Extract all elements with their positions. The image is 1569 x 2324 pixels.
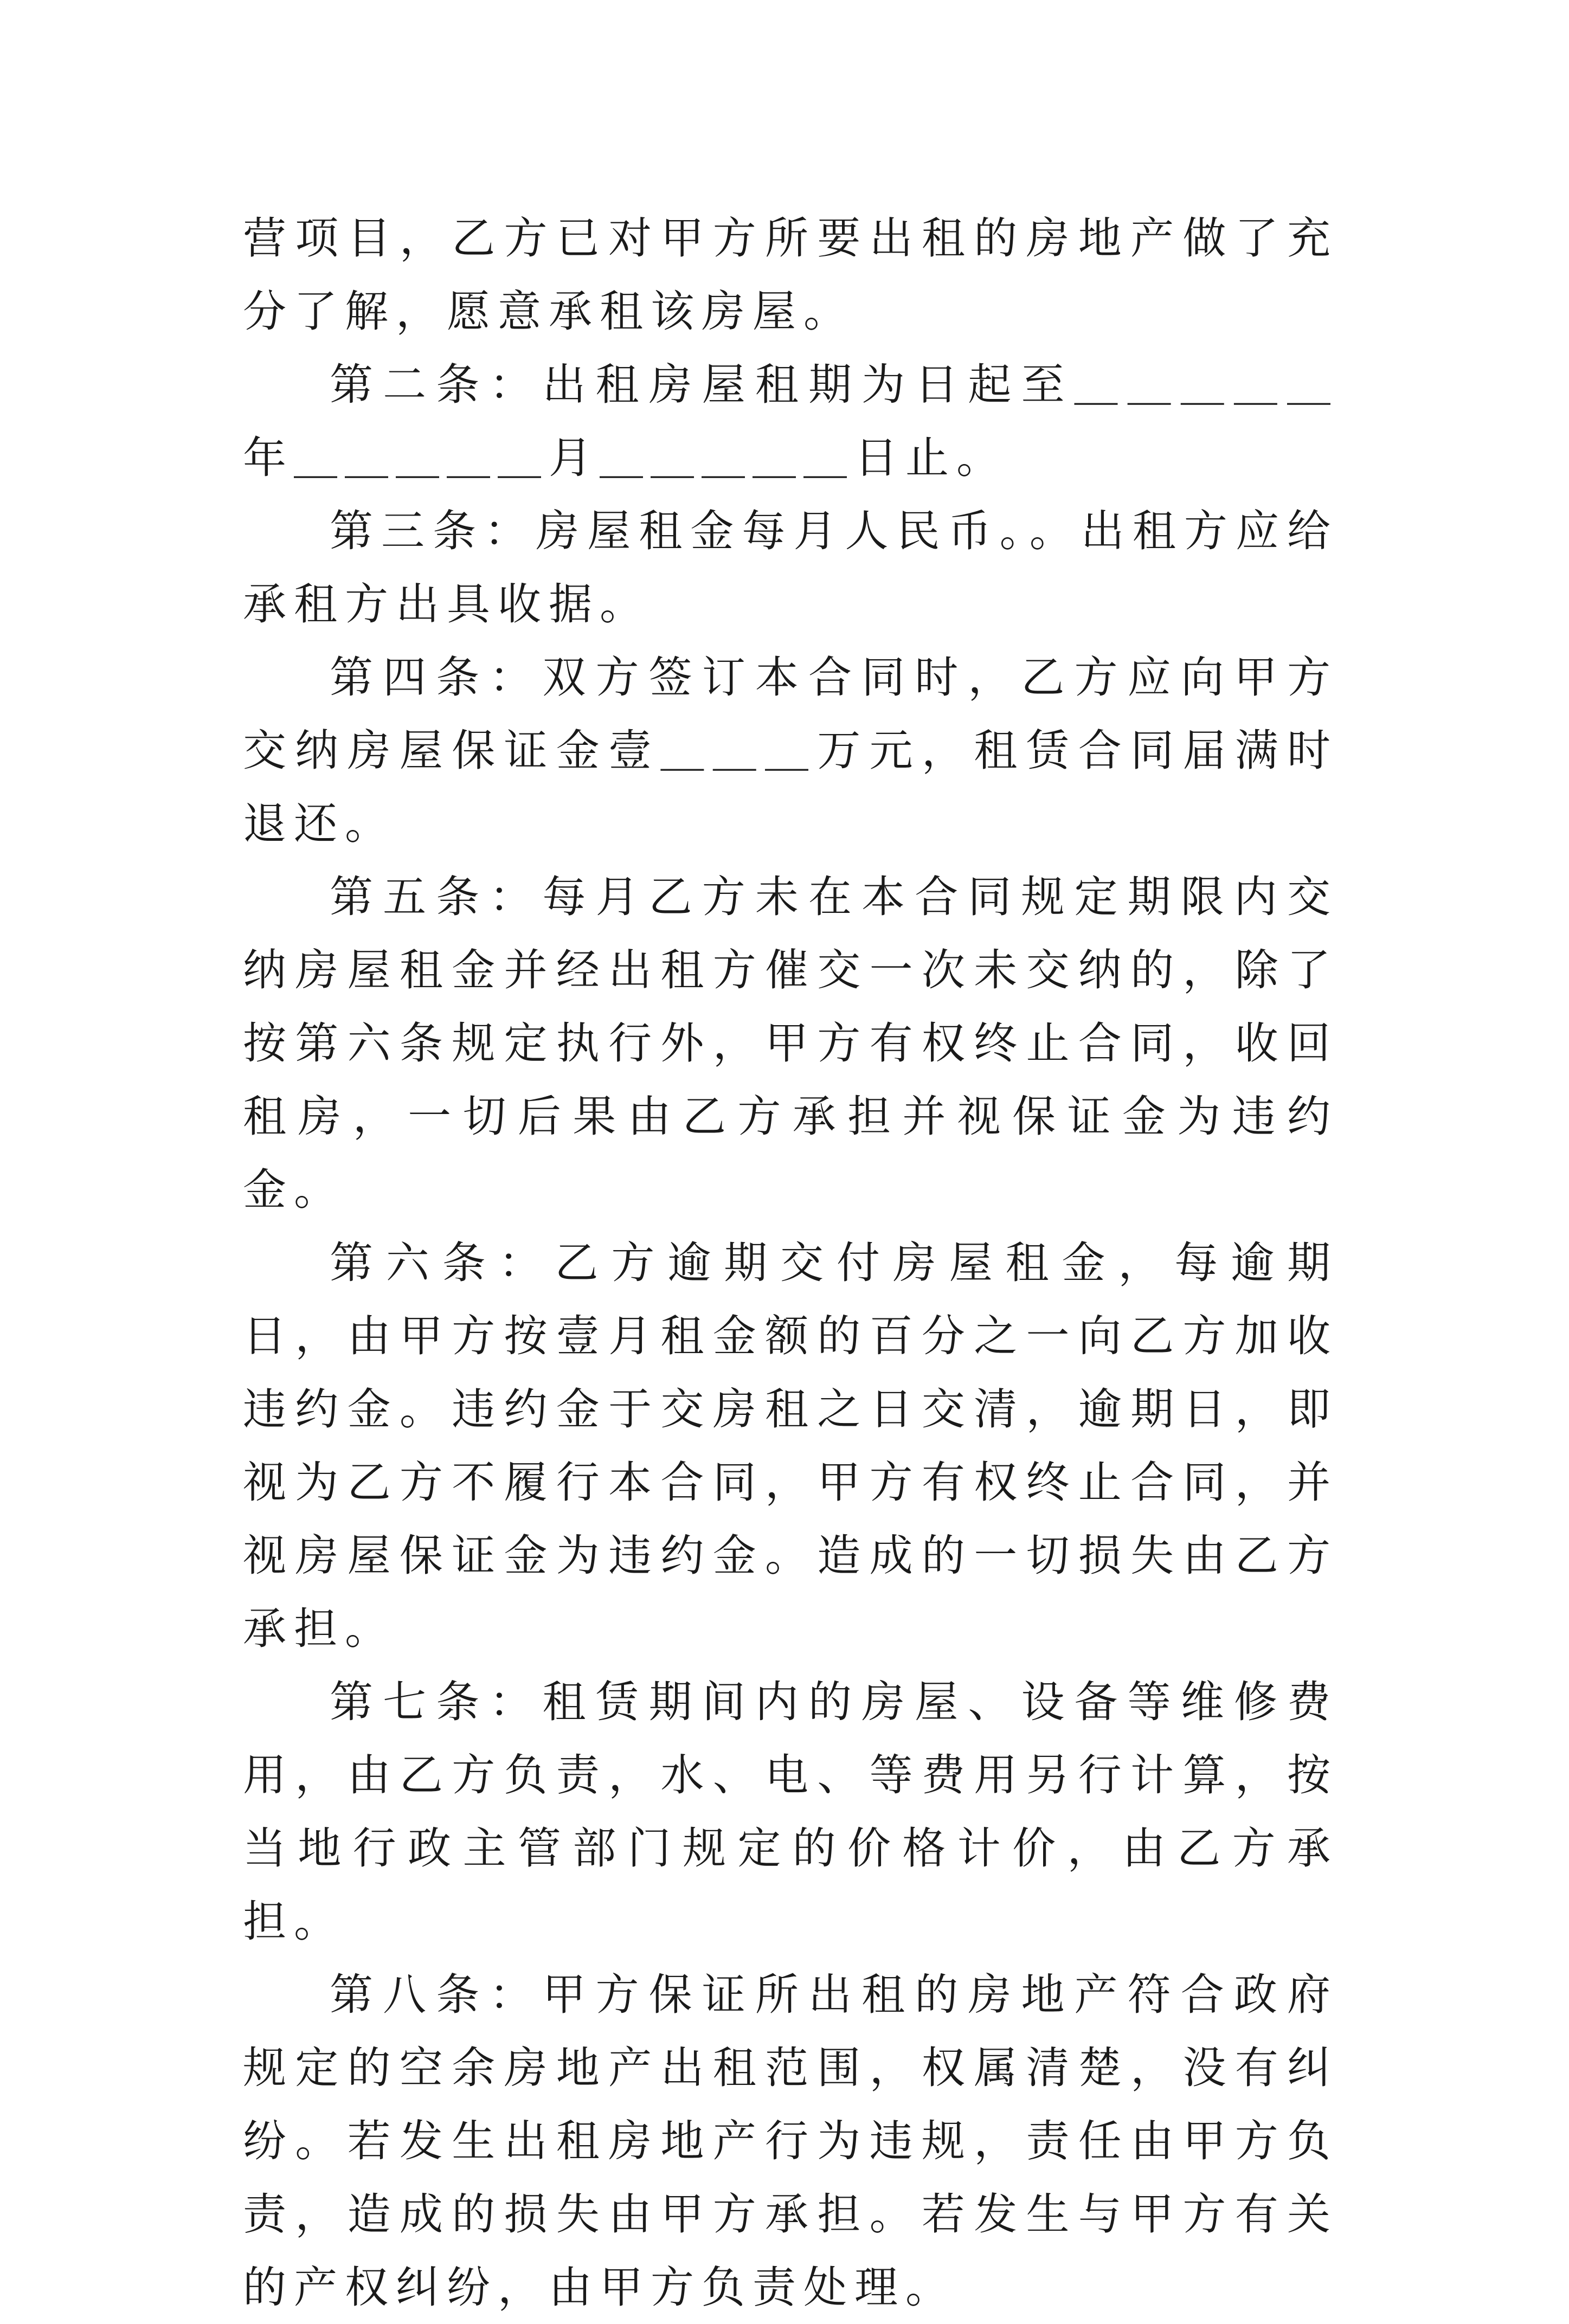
- paragraph-article-4: 第四条：双方签订本合同时，乙方应向甲方交纳房屋保证金壹＿＿＿万元，租赁合同届满时退还。: [243, 652, 1338, 849]
- paragraph-article-7: 第七条：租赁期间内的房屋、设备等维修费用，由乙方负责，水、电、等费用另行计算，按当地行政主管部门规定的价格计价，由乙方承担。: [243, 1677, 1338, 1947]
- paragraph-article-2: 第二条：出租房屋租期为日起至＿＿＿＿＿年＿＿＿＿＿月＿＿＿＿＿日止。: [243, 359, 1338, 483]
- paragraph-article-8: 第八条：甲方保证所出租的房地产符合政府规定的空余房地产出租范围，权属清楚，没有纠纷。若发生出租房地产行为违规，责任由甲方负责，造成的损失由甲方承担。若发生与甲方有关的产权纠纷，由甲方负责处理。: [243, 1969, 1338, 2313]
- paragraph-continuation: 营项目，乙方已对甲方所要出租的房地产做了充分了解，愿意承租该房屋。: [243, 213, 1338, 337]
- paragraph-article-6: 第六条：乙方逾期交付房屋租金，每逾期日，由甲方按壹月租金额的百分之一向乙方加收违约金。违约金于交房租之日交清，逾期日，即视为乙方不履行本合同，甲方有权终止合同，并视房屋保证金为违约金。造成的一切损失由乙方承担。: [243, 1238, 1338, 1654]
- paragraph-article-3: 第三条：房屋租金每月人民币。。出租方应给承租方出具收据。: [243, 506, 1338, 629]
- paragraph-article-5: 第五条：每月乙方未在本合同规定期限内交纳房屋租金并经出租方催交一次未交纳的，除了按第六条规定执行外，甲方有权终止合同，收回租房，一切后果由乙方承担并视保证金为违约金。: [243, 872, 1338, 1215]
- contract-body: [243, 202, 1338, 2324]
